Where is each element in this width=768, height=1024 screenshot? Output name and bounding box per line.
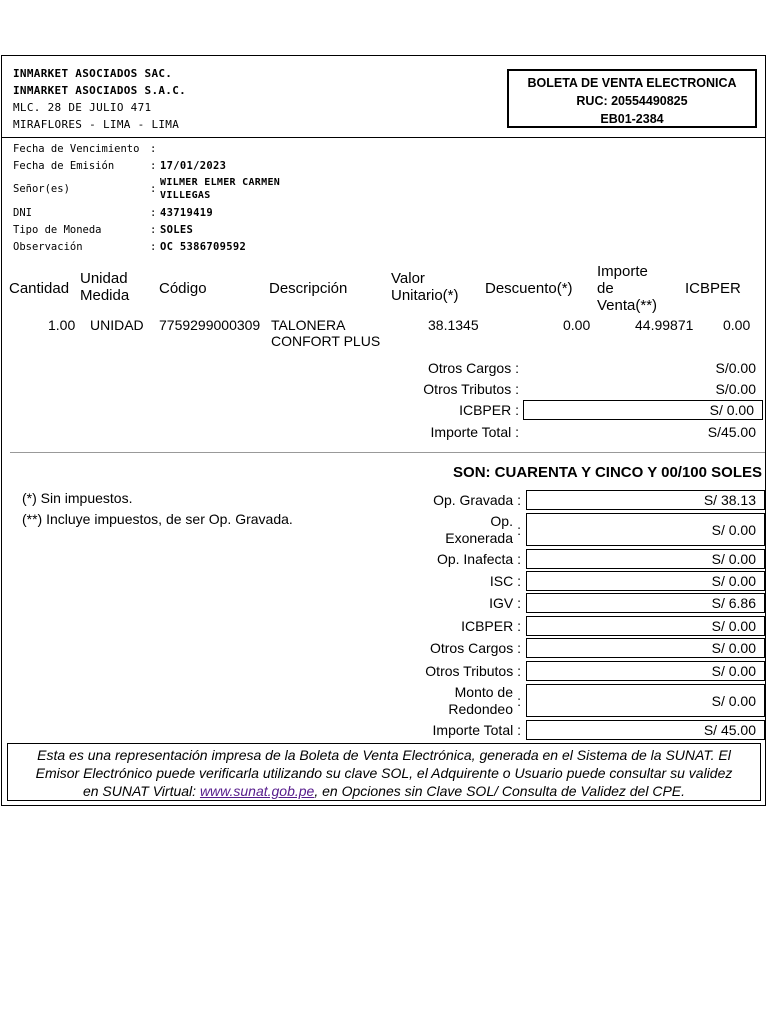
total-value-otros-tributos: S/ 0.00 <box>526 661 765 681</box>
cell-unidad: UNIDAD <box>90 317 144 333</box>
subtotal-label-otros-cargos: Otros Cargos : <box>427 360 519 376</box>
footer-line-1: Esta es una representación impresa de la Boleta de Venta Electrónica, generada en el Sistema de la SUNAT. El <box>37 747 731 763</box>
footer-line-3-post: , en Opciones sin Clave SOL/ Consulta de Validez del CPE. <box>314 783 686 799</box>
total-label-colon: : <box>517 522 521 538</box>
field-value-emision: 17/01/2023 <box>160 160 227 172</box>
total-label-igv: IGV : <box>489 595 521 611</box>
sunat-link[interactable]: www.sunat.gob.pe <box>199 783 315 799</box>
total-label-monto-redondeo: Monto de <box>454 684 513 700</box>
field-label-emision: Fecha de Emisión <box>13 160 115 172</box>
total-label-op-gravada: Op. Gravada : <box>433 492 521 508</box>
total-label-isc: ISC : <box>489 573 521 589</box>
field-value-senores-2: VILLEGAS <box>160 190 211 201</box>
invoice-document <box>1 55 766 806</box>
total-label-importe-total: Importe Total : <box>432 722 521 738</box>
footer-line-2: Emisor Electrónico puede verificarla utilizando su clave SOL, el Adquirente o Usuario puede consultar su validez <box>35 765 733 781</box>
issuer-district: MIRAFLORES - LIMA - LIMA <box>13 118 180 131</box>
issuer-name: INMARKET ASOCIADOS SAC. <box>13 67 173 80</box>
total-value-op-exonerada: S/ 0.00 <box>526 513 765 546</box>
field-label-observacion: Observación <box>13 241 83 253</box>
field-value-moneda: SOLES <box>160 224 194 236</box>
legal-footer <box>7 743 761 801</box>
total-label-otros-tributos: Otros Tributos : <box>425 663 521 679</box>
amount-in-words: SON: CUARENTA Y CINCO Y 00/100 SOLES <box>453 464 762 481</box>
field-label-senores: Señor(es) <box>13 183 70 195</box>
subtotal-value-otros-cargos: S/0.00 <box>715 360 756 376</box>
field-colon: : <box>150 160 157 172</box>
total-label-monto-redondeo-2: Redondeo <box>448 701 513 717</box>
header-de: de <box>597 280 614 297</box>
header-unidad: Unidad <box>80 270 128 287</box>
header-unitario: Unitario(*) <box>391 287 459 304</box>
cell-cantidad: 1.00 <box>48 317 76 333</box>
footer-line-3 <box>8 782 760 800</box>
cell-icbper: 0.00 <box>723 317 751 333</box>
subtotal-label-importe-total: Importe Total : <box>430 424 519 440</box>
header-venta: Venta(**) <box>597 297 658 314</box>
subtotal-label-otros-tributos: Otros Tributos : <box>423 381 519 397</box>
cell-descripcion-2: CONFORT PLUS <box>271 333 381 349</box>
total-label-op-exonerada: Op. <box>490 513 513 529</box>
note-incluye-impuestos: (**) Incluye impuestos, de ser Op. Gravada. <box>22 511 293 527</box>
total-value-icbper: S/ 0.00 <box>526 616 765 636</box>
subtotal-value-icbper: S/ 0.00 <box>523 400 763 420</box>
section-divider <box>10 452 765 453</box>
total-value-op-gravada: S/ 38.13 <box>526 490 765 510</box>
header-descripcion: Descripción <box>269 280 348 297</box>
total-value-isc: S/ 0.00 <box>526 571 765 591</box>
header-descuento: Descuento(*) <box>485 280 573 297</box>
total-label-op-inafecta: Op. Inafecta : <box>436 551 521 567</box>
field-label-moneda: Tipo de Moneda <box>13 224 102 236</box>
field-colon: : <box>150 207 157 219</box>
total-label-colon: : <box>517 693 521 709</box>
document-number: EB01-2384 <box>600 112 664 126</box>
field-colon: : <box>150 143 157 155</box>
cell-descripcion: TALONERA <box>271 317 346 333</box>
subtotal-value-importe-total: S/45.00 <box>707 424 756 440</box>
total-value-igv: S/ 6.86 <box>526 593 765 613</box>
subtotal-value-otros-tributos: S/0.00 <box>715 381 756 397</box>
header-divider <box>2 137 765 138</box>
issuer-legal-name: INMARKET ASOCIADOS S.A.C. <box>13 84 187 97</box>
total-label-op-exonerada-2: Exonerada <box>445 530 513 546</box>
cell-codigo: 7759299000309 <box>159 317 261 333</box>
total-label-icbper: ICBPER : <box>461 618 521 634</box>
total-value-otros-cargos: S/ 0.00 <box>526 638 765 658</box>
header-icbper: ICBPER <box>685 280 741 297</box>
cell-valor: 38.1345 <box>428 317 479 333</box>
header-codigo: Código <box>159 280 207 297</box>
total-value-op-inafecta: S/ 0.00 <box>526 549 765 569</box>
cell-descuento: 0.00 <box>563 317 591 333</box>
field-value-observacion: OC 5386709592 <box>160 241 247 253</box>
field-label-vencimiento: Fecha de Vencimiento <box>13 143 140 155</box>
document-type: BOLETA DE VENTA ELECTRONICA <box>527 76 737 90</box>
total-value-importe-total: S/ 45.00 <box>526 720 765 740</box>
field-colon: : <box>150 241 157 253</box>
header-cantidad: Cantidad <box>9 280 70 297</box>
field-label-dni: DNI <box>13 207 32 219</box>
cell-importe: 44.99871 <box>635 317 694 333</box>
document-id-box <box>507 69 757 128</box>
field-value-dni: 43719419 <box>160 207 213 219</box>
field-colon: : <box>150 183 157 195</box>
total-label-otros-cargos: Otros Cargos : <box>429 640 521 656</box>
field-value-senores: WILMER ELMER CARMEN <box>160 177 281 188</box>
total-value-monto-redondeo: S/ 0.00 <box>526 684 765 717</box>
ruc-number: RUC: 20554490825 <box>576 94 688 108</box>
field-colon: : <box>150 224 157 236</box>
header-medida: Medida <box>80 287 130 304</box>
header-valor: Valor <box>391 270 425 287</box>
subtotal-label-icbper: ICBPER : <box>459 402 519 418</box>
note-sin-impuestos: (*) Sin impuestos. <box>22 490 133 506</box>
footer-line-3-pre: en SUNAT Virtual: <box>82 783 200 799</box>
header-importe: Importe <box>597 263 648 280</box>
issuer-address: MLC. 28 DE JULIO 471 <box>13 101 152 114</box>
